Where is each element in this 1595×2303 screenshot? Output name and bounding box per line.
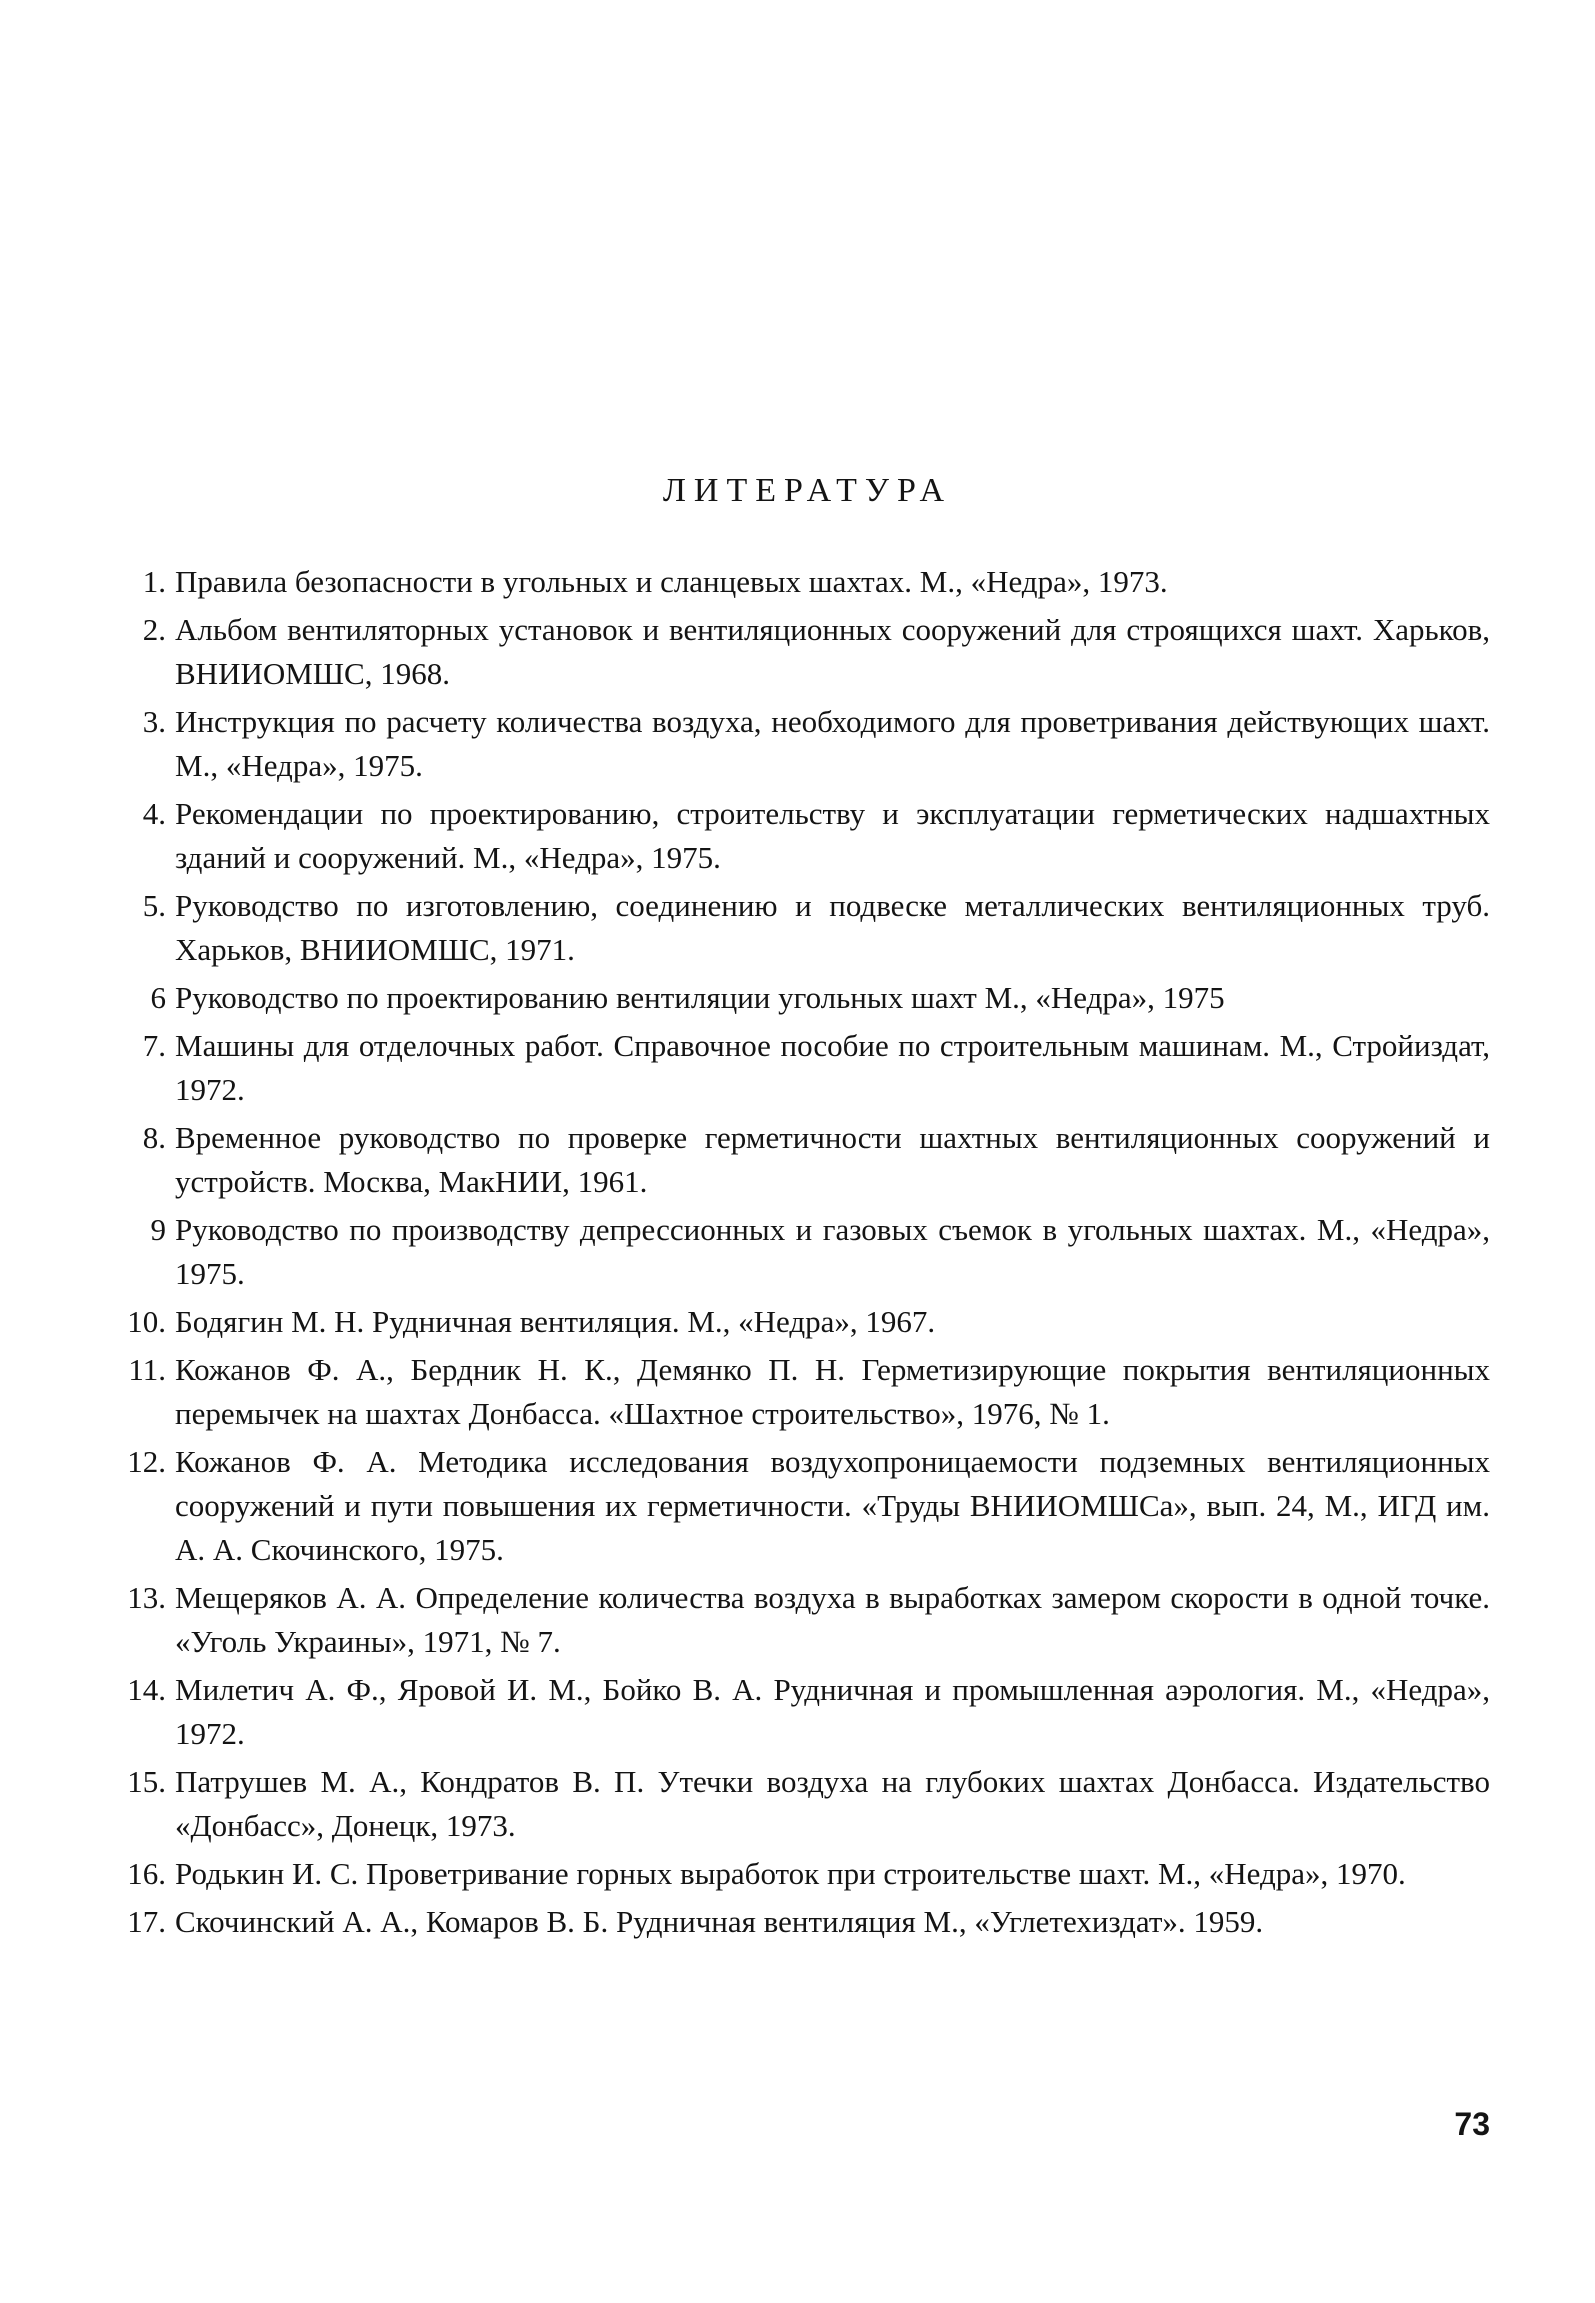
reference-number: 6 — [150, 980, 166, 1015]
reference-item — [118, 1760, 1490, 1848]
reference-text: Родькин И. С. Проветривание горных выработок при строительстве шахт. М., «Недра», 1970. — [175, 1856, 1406, 1891]
reference-item — [118, 976, 1490, 1020]
reference-number: 10. — [127, 1304, 166, 1339]
reference-item — [118, 1208, 1490, 1296]
reference-number: 11. — [128, 1352, 166, 1387]
reference-number: 2. — [142, 612, 166, 647]
reference-text: Временное руководство по проверке герметичности шахтных вентиляционных сооружений и устройств. Москва, МакНИИ, 1961. — [175, 1120, 1490, 1199]
page-title: ЛИТЕРАТУРА — [662, 472, 953, 509]
reference-text: Правила безопасности в угольных и сланцевых шахтах. М., «Недра», 1973. — [175, 564, 1168, 599]
reference-number: 1. — [142, 564, 166, 599]
page-number: 73 — [1454, 2106, 1490, 2142]
reference-number: 15. — [127, 1764, 166, 1799]
reference-item — [118, 560, 1490, 604]
reference-text: Руководство по производству депрессионных и газовых съемок в угольных шахтах. М., «Недра», 1975. — [175, 1212, 1490, 1291]
reference-item — [118, 1852, 1490, 1896]
reference-number: 8. — [142, 1120, 166, 1155]
reference-text: Руководство по проектированию вентиляции угольных шахт М., «Недра», 1975 — [175, 980, 1225, 1015]
reference-item — [118, 700, 1490, 788]
reference-item — [118, 1348, 1490, 1436]
reference-number: 14. — [127, 1672, 166, 1707]
reference-text: Рекомендации по проектированию, строительству и эксплуатации герметических надшахтных зданий и сооружений. М., «Недра», 1975. — [175, 796, 1490, 875]
reference-item — [118, 792, 1490, 880]
reference-text: Мещеряков А. А. Определение количества воздуха в выработках замером скорости в одной точке. «Уголь Украины», 1971, № 7. — [175, 1580, 1490, 1659]
reference-text: Кожанов Ф. А., Бердник Н. К., Демянко П. Н. Герметизирующие покрытия вентиляционных перемычек на шахтах Донбасса. «Шахтное строительство», 1976, № 1. — [175, 1352, 1490, 1431]
reference-text: Руководство по изготовлению, соединению и подвеске металлических вентиляционных труб. Харьков, ВНИИОМШС, 1971. — [175, 888, 1490, 967]
reference-item — [118, 884, 1490, 972]
reference-item — [118, 1116, 1490, 1204]
reference-number: 7. — [142, 1028, 166, 1063]
reference-text: Альбом вентиляторных установок и вентиляционных сооружений для строящихся шахт. Харьков, ВНИИОМШС, 1968. — [175, 612, 1490, 691]
reference-number: 13. — [127, 1580, 166, 1615]
reference-number: 12. — [127, 1444, 166, 1479]
reference-item — [118, 1668, 1490, 1756]
reference-number: 5. — [142, 888, 166, 923]
reference-number: 3. — [142, 704, 166, 739]
reference-text: Машины для отделочных работ. Справочное пособие по строительным машинам. М., Стройиздат, 1972. — [175, 1028, 1490, 1107]
reference-item — [118, 1440, 1490, 1572]
reference-text: Скочинский А. А., Комаров В. Б. Рудничная вентиляция М., «Углетехиздат». 1959. — [175, 1904, 1264, 1939]
reference-item — [118, 1024, 1490, 1112]
reference-text: Инструкция по расчету количества воздуха, необходимого для проветривания действующих шахт. М., «Недра», 1975. — [175, 704, 1490, 783]
reference-number: 4. — [142, 796, 166, 831]
reference-item — [118, 1900, 1490, 1944]
reference-item — [118, 1300, 1490, 1344]
reference-item — [118, 608, 1490, 696]
reference-text: Кожанов Ф. А. Методика исследования воздухопроницаемости подземных вентиляционных сооружений и пути повышения их герметичности. «Труды ВНИИОМШСа», вып. 24, М., ИГД им. А. А. Скочинского, 1975. — [175, 1444, 1490, 1567]
reference-number: 9 — [150, 1212, 166, 1247]
reference-list — [118, 560, 1490, 1948]
reference-text: Бодягин М. Н. Рудничная вентиляция. М., «Недра», 1967. — [175, 1304, 936, 1339]
reference-item — [118, 1576, 1490, 1664]
reference-text: Милетич А. Ф., Яровой И. М., Бойко В. А. Рудничная и промышленная аэрология. М., «Недра», 1972. — [175, 1672, 1490, 1751]
reference-number: 16. — [127, 1856, 166, 1891]
reference-text: Патрушев М. А., Кондратов В. П. Утечки воздуха на глубоких шахтах Донбасса. Издательство «Донбасс», Донецк, 1973. — [175, 1764, 1490, 1843]
reference-number: 17. — [127, 1904, 166, 1939]
